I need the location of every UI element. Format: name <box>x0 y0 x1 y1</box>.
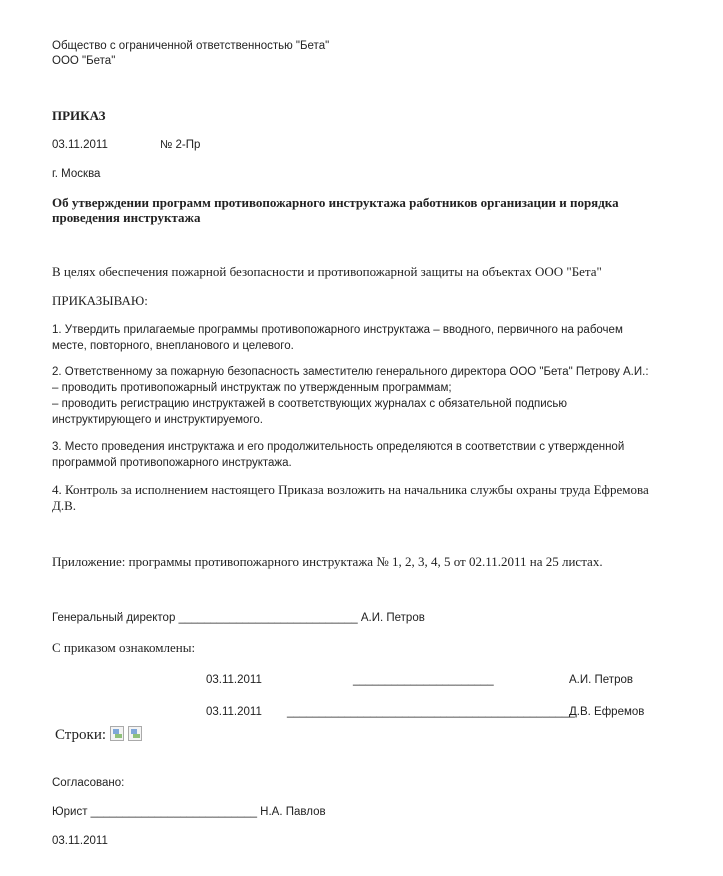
order-city: г. Москва <box>52 168 101 180</box>
item-2-line-1: 2. Ответственному за пожарную безопасность заместителю генерального директора ООО "Бета" Петрову А.И.: <box>52 366 649 378</box>
org-full-name: Общество с ограниченной ответственностью "Бета" <box>52 40 330 52</box>
director-signature-line: ____________________________ <box>178 612 358 624</box>
director-title: Генеральный директор <box>52 612 176 624</box>
acquainted-row-2-date: 03.11.2011 <box>206 706 262 718</box>
item-2-line-3: – проводить регистрацию инструктажей в соответствующих журналах с обязательной подписью <box>52 398 568 410</box>
acquainted-row-2-name: Д.В. Ефремов <box>569 706 645 718</box>
lawyer-signature-line: __________________________ <box>90 806 257 818</box>
item-3-line-2: программой противопожарного инструктажа. <box>52 457 292 469</box>
order-subject-line-1: Об утверждении программ противопожарного инструктажа работников организации и порядка <box>52 195 619 210</box>
acquainted-row-2-line: _____________________________________________ <box>287 706 575 718</box>
broken-image-icon <box>128 726 142 741</box>
order-date: 03.11.2011 <box>52 139 108 151</box>
order-title: ПРИКАЗ <box>52 108 106 123</box>
item-1-line-2: месте, повторного, внепланового и целевого. <box>52 340 294 352</box>
item-4-line-2: Д.В. <box>52 498 77 513</box>
director-signature-row <box>52 610 425 626</box>
orders-word: ПРИКАЗЫВАЮ: <box>52 293 148 308</box>
lawyer-title: Юрист <box>52 806 88 818</box>
lines-row <box>55 725 142 745</box>
appendix: Приложение: программы противопожарного инструктажа № 1, 2, 3, 4, 5 от 02.11.2011 на 25 листах. <box>52 554 603 569</box>
approved-date: 03.11.2011 <box>52 835 108 847</box>
order-number: № 2-Пр <box>160 139 201 151</box>
approved-label: Согласовано: <box>52 777 125 789</box>
acquainted-row-1-date: 03.11.2011 <box>206 674 262 686</box>
acquainted-row-1-name: А.И. Петров <box>569 674 633 686</box>
acquainted-label: С приказом ознакомлены: <box>52 640 196 655</box>
broken-image-icon <box>110 726 124 741</box>
preamble: В целях обеспечения пожарной безопасности и противопожарной защиты на объектах ООО "Бета" <box>52 264 602 279</box>
director-name: А.И. Петров <box>360 612 425 624</box>
acquainted-row-1-line: ______________________ <box>353 674 494 686</box>
lawyer-signature-row <box>52 804 326 820</box>
item-2-line-4: инструктирующего и инструктируемого. <box>52 414 263 426</box>
item-4-line-1: 4. Контроль за исполнением настоящего Приказа возложить на начальника службы охраны труда Ефремова <box>52 482 649 497</box>
org-short-name: ООО "Бета" <box>52 55 116 67</box>
lines-label: Строки: <box>55 727 107 743</box>
lawyer-name: Н.А. Павлов <box>260 806 326 818</box>
item-2-line-2: – проводить противопожарный инструктаж по утвержденным программам; <box>52 382 452 394</box>
item-1-line-1: 1. Утвердить прилагаемые программы противопожарного инструктажа – вводного, первичного на рабочем <box>52 324 623 336</box>
item-3-line-1: 3. Место проведения инструктажа и его продолжительность определяются в соответствии с утвержденной <box>52 441 625 453</box>
order-subject-line-2: проведения инструктажа <box>52 210 201 225</box>
